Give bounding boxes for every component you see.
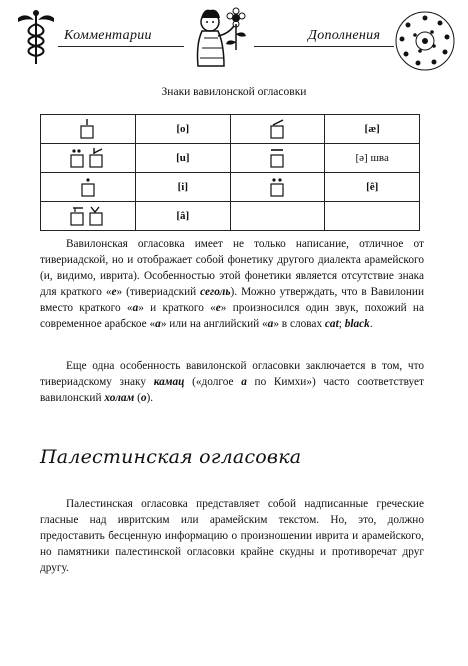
figure-with-flower-emblem [184, 4, 254, 70]
section-heading: Палестинская огласовка [40, 446, 302, 468]
text-run: ). [146, 392, 154, 404]
table-row [41, 202, 420, 231]
header-rule-left [58, 46, 184, 47]
sound-cell: [ə] шва [325, 144, 420, 173]
vowel-sign-tsere-icon [266, 176, 288, 198]
empty-cell [325, 202, 420, 231]
text-run: Вавилонская огласовка имеет не только написание, отличное от тивериадской, но и отображает собой фонетику другого диалекта арамейского (и, видимо, иврита). Особенностью этой фонетики является отсутствие знака для краткого « [40, 238, 424, 298]
term-segol: сеголь [200, 286, 231, 298]
sign-cell [41, 144, 136, 173]
sound-cell: [i] [136, 173, 231, 202]
term-kamac: камац [153, 376, 185, 388]
caduceus-icon [14, 8, 58, 66]
sign-cell [41, 173, 136, 202]
table-row [41, 115, 420, 144]
vowel-term: а [155, 318, 161, 330]
text-run: » или на английский « [160, 318, 268, 330]
header-left-title: Комментарии [64, 28, 152, 43]
text-run: ). Можно утверждать, что в Вавилонии вместо краткого « [40, 286, 424, 314]
text-run: ; [338, 318, 345, 330]
sign-cell [230, 115, 325, 144]
vowel-sign-hiriq-icon [77, 176, 99, 198]
english-word: black [344, 318, 370, 330]
vowel-signs-table [40, 114, 420, 231]
vowel-term: а [241, 376, 247, 388]
paragraph-kamac-holam [40, 358, 424, 406]
text-run: ( [134, 392, 141, 404]
sign-cell [230, 144, 325, 173]
text-run: Еще одна особенность вавилонской огласовки заключается в том, что тивериадскому знаку [40, 360, 424, 388]
text-run: («долгое [184, 376, 242, 388]
vowel-term: е [215, 302, 221, 314]
vowel-sign-patah-icon [265, 118, 289, 140]
sound-cell: [ê] [325, 173, 420, 202]
sound-cell: [æ] [325, 115, 420, 144]
term-holam: холам [104, 392, 135, 404]
text-run: » в словах [273, 318, 325, 330]
sign-cell [41, 202, 136, 231]
vowel-term: е [111, 286, 117, 298]
vowel-sign-holam-icon [77, 118, 99, 140]
sound-cell: [u] [136, 144, 231, 173]
paragraph-babylonian-phonetics [40, 236, 424, 332]
table-caption: Знаки вавилонской огласовки [161, 86, 307, 98]
sound-cell: [â] [136, 202, 231, 231]
sign-cell [41, 115, 136, 144]
vowel-term: а [267, 318, 274, 330]
vowel-term: а [132, 302, 139, 314]
paragraph-palestinian-vocalization: Палестинская огласовка представляет собой надписанные греческие гласные над ивритским или арамейским текстом. Но, это, должно предоставить бесценную информацию о произношении иврита и арамейского, но памятники палестинской огласовки крайне скудны и противоречат друг другу. [40, 498, 424, 574]
vowel-sign-sheva-icon [266, 147, 288, 169]
vowel-sign-qamats-icon [68, 205, 108, 227]
header-rule-right [254, 46, 394, 47]
text-run: » (тивериадский [116, 286, 201, 298]
vowel-sign-shuruq-icon [68, 147, 108, 169]
text-run: по Кимхи») часто соответствует вавилонский [40, 376, 424, 404]
text-run: . [369, 318, 373, 330]
header-right-title: Дополнения [308, 28, 381, 43]
english-word: cat [324, 318, 339, 330]
sound-cell: [o] [136, 115, 231, 144]
text-run: » произносился один звук, похожий на современное арабское « [40, 302, 424, 330]
empty-cell [230, 202, 325, 231]
hebrew-letter-wheel-icon [394, 10, 456, 72]
text-run: » и краткого « [138, 302, 216, 314]
table-row [41, 144, 420, 173]
vowel-term: о [140, 392, 147, 404]
sign-cell [230, 173, 325, 202]
table-row [41, 173, 420, 202]
